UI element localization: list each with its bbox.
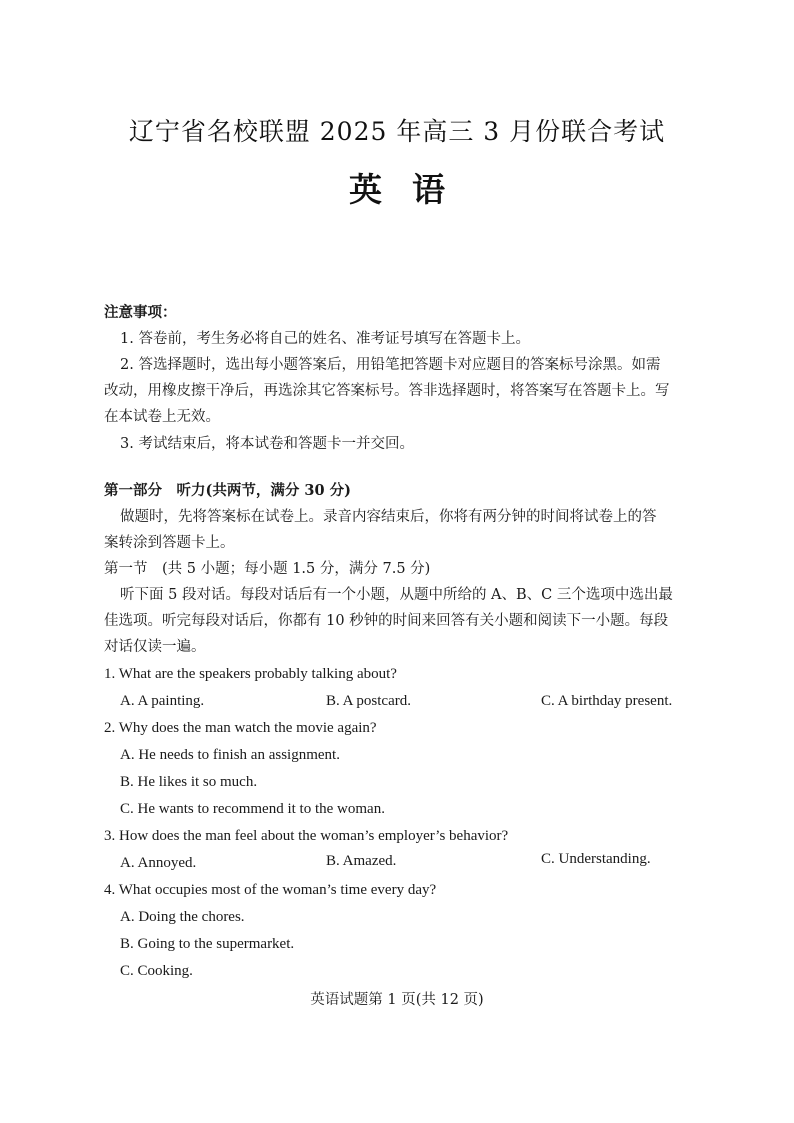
question-2-option-c: C. He wants to recommend it to the woman. bbox=[120, 801, 385, 817]
question-3-option-b: B. Amazed. bbox=[326, 853, 397, 869]
notice-item-1: 1. 答卷前，考生务必将自己的姓名、准考证号填写在答题卡上。 bbox=[120, 331, 530, 347]
question-4-option-a: A. Doing the chores. bbox=[120, 909, 245, 925]
question-2-stem: 2. Why does the man watch the movie again? bbox=[104, 720, 377, 736]
part1-heading: 第一部分 听力(共两节，满分 30 分) bbox=[104, 482, 351, 499]
question-3-option-a: A. Annoyed. bbox=[120, 855, 197, 871]
question-3-option-c: C. Understanding. bbox=[541, 851, 651, 867]
notice-heading: 注意事项： bbox=[104, 304, 177, 321]
question-4-stem: 4. What occupies most of the woman’s time every day? bbox=[104, 882, 437, 898]
question-1-option-b: B. A postcard. bbox=[326, 693, 411, 709]
question-3-stem: 3. How does the man feel about the woman’s employer’s behavior? bbox=[104, 828, 509, 844]
section1-heading: 第一节 (共 5 小题；每小题 1.5 分，满分 7.5 分) bbox=[104, 561, 431, 577]
exam-title: 辽宁省名校联盟 2025 年高三 3 月份联合考试 bbox=[128, 117, 666, 146]
notice-item-2-line-3: 在本试卷上无效。 bbox=[104, 409, 220, 425]
question-1-stem: 1. What are the speakers probably talking about? bbox=[104, 666, 397, 682]
question-2-option-a: A. He needs to finish an assignment. bbox=[120, 747, 340, 763]
section1-instruction-line-1: 听下面 5 段对话。每段对话后有一个小题，从题中所给的 A、B、C 三个选项中选出最 bbox=[120, 587, 673, 603]
question-2-option-b: B. He likes it so much. bbox=[120, 774, 258, 790]
notice-item-2-line-1: 2. 答选择题时，选出每小题答案后，用铅笔把答题卡对应题目的答案标号涂黑。如需 bbox=[120, 357, 661, 373]
section1-instruction-line-3: 对话仅读一遍。 bbox=[104, 639, 206, 655]
notice-item-2-line-2: 改动，用橡皮擦干净后，再选涂其它答案标号。答非选择题时，将答案写在答题卡上。写 bbox=[104, 383, 670, 399]
subject-title: 英语 bbox=[349, 170, 475, 209]
notice-item-3: 3. 考试结束后，将本试卷和答题卡一并交回。 bbox=[120, 436, 414, 452]
question-1-option-a: A. A painting. bbox=[120, 693, 205, 709]
question-4-option-c: C. Cooking. bbox=[120, 963, 193, 979]
question-4-option-b: B. Going to the supermarket. bbox=[120, 936, 295, 952]
part1-instruction-line-2: 案转涂到答题卡上。 bbox=[104, 535, 235, 551]
question-1-option-c: C. A birthday present. bbox=[541, 693, 673, 709]
page-footer: 英语试题第 1 页(共 12 页) bbox=[310, 992, 484, 1008]
part1-instruction-line-1: 做题时，先将答案标在试卷上。录音内容结束后，你将有两分钟的时间将试卷上的答 bbox=[120, 509, 657, 525]
section1-instruction-line-2: 佳选项。听完每段对话后，你都有 10 秒钟的时间来回答有关小题和阅读下一小题。每段 bbox=[104, 613, 669, 629]
